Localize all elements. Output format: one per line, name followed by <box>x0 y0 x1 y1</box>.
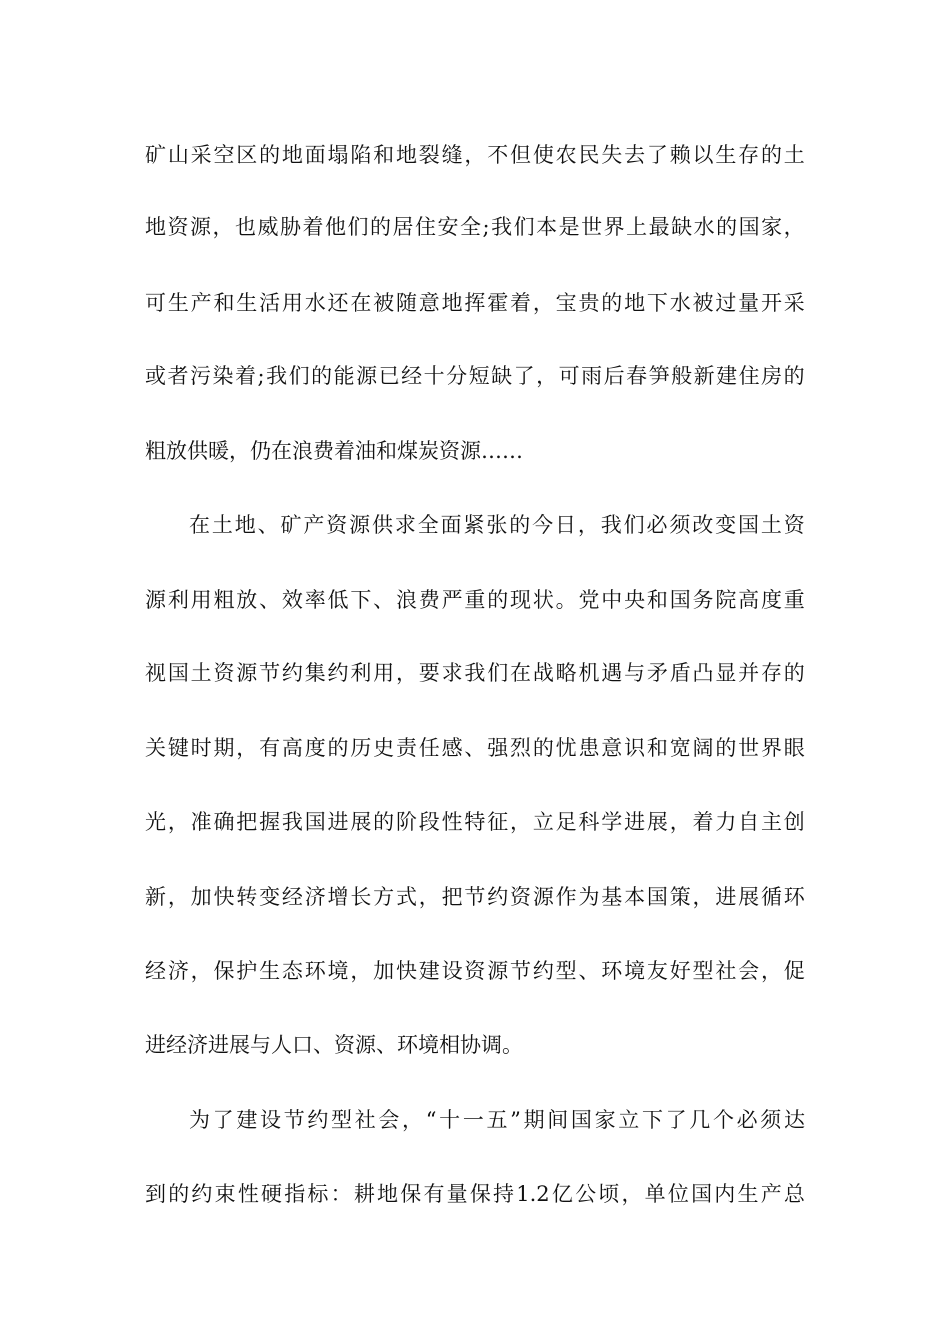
text-line: 矿 山 采 空 区 的 地 面 塌 陷 和 地 裂 缝 ， 不 但 使 农 民 失 去 了 赖 以 生 存 的 土 <box>145 143 805 167</box>
text-line: 经 济 ， 保 护 生 态 环 境 ， 加 快 建 设 资 源 节 约 型 、 环 境 友 好 型 社 会 ， 促 <box>145 959 805 983</box>
paragraph-first-line: 在 土 地 、 矿 产 资 源 供 求 全 面 紧 张 的 今 日 ， 我 们 必 须 改 变 国 土 资 <box>189 513 805 537</box>
text-line: 地 资 源 ， 也 威 胁 着 他 们 的 居 住 安 全 ; 我 们 本 是 世 界 上 最 缺 水 的 国 家 ， <box>145 215 805 239</box>
text-line: 新 ， 加 快 转 变 经 济 增 长 方 式 ， 把 节 约 资 源 作 为 基 本 国 策 ， 进 展 循 环 <box>145 885 805 909</box>
text-line: 源 利 用 粗 放 、 效 率 低 下 、 浪 费 严 重 的 现 状 。 党 中 央 和 国 务 院 高 度 重 <box>145 588 805 612</box>
text-line: 进经济进展与人口、资源、环境相协调。 <box>145 1033 523 1057</box>
paragraph-first-line: 为 了 建 设 节 约 型 社 会 ， “ 十 一 五 ” 期 间 国 家 立 下 了 几 个 必 须 达 <box>189 1108 805 1132</box>
text-line: 关 键 时 期 ， 有 高 度 的 历 史 责 任 感 、 强 烈 的 忧 患 意 识 和 宽 阔 的 世 界 眼 <box>145 736 805 760</box>
text-line: 视 国 土 资 源 节 约 集 约 利 用 ， 要 求 我 们 在 战 略 机 遇 与 矛 盾 凸 显 并 存 的 <box>145 661 805 685</box>
text-line: 到 的 约 束 性 硬 指 标 ： 耕 地 保 有 量 保 持 1.2 亿 公 顷 ， 单 位 国 内 生 产 总 <box>145 1182 805 1206</box>
text-line: 光 ， 准 确 把 握 我 国 进 展 的 阶 段 性 特 征 ， 立 足 科 学 进 展 ， 着 力 自 主 创 <box>145 810 805 834</box>
text-line: 或 者 污 染 着 ; 我 们 的 能 源 已 经 十 分 短 缺 了 ， 可 雨 后 春 笋 般 新 建 住 房 的 <box>145 364 805 388</box>
text-line: 可 生 产 和 生 活 用 水 还 在 被 随 意 地 挥 霍 着 ， 宝 贵 的 地 下 水 被 过 量 开 采 <box>145 291 805 315</box>
text-line: 粗放供暖，仍在浪费着油和煤炭资源…… <box>145 439 523 463</box>
